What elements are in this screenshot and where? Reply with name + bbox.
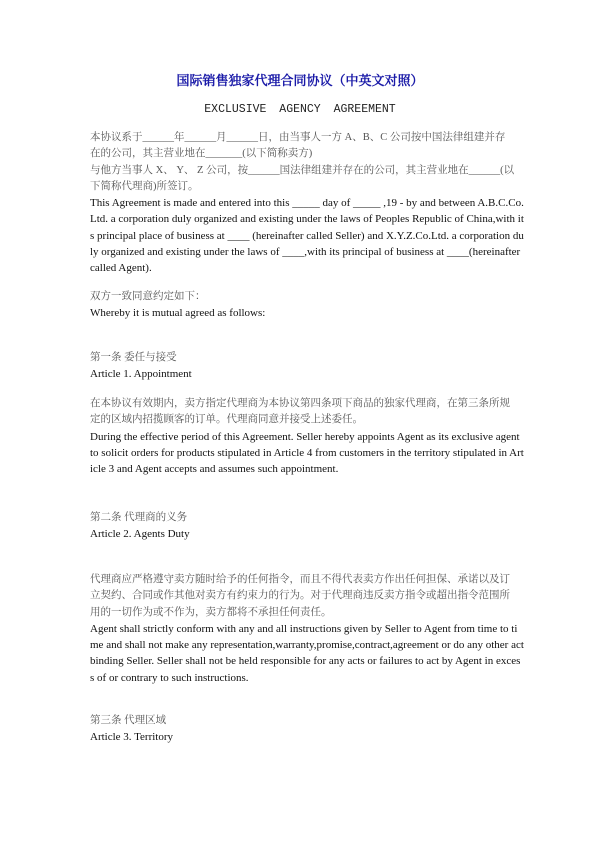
text-line: 定的区域内招揽顾客的订单。代理商同意并接受上述委任。 [90,414,363,426]
text-line: me and shall not make any representation,warranty,promise,contract,agreement or do any other act [90,639,524,652]
text-line: Whereby it is mutual agreed as follows: [90,307,266,320]
text-line: During the effective period of this Agreement. Seller hereby appoints Agent as its exclusive agent [90,430,520,443]
text-line: s of or contrary to such instructions. [90,671,249,684]
text-line: Agent shall strictly conform with any and all instructions given by Seller to Agent from time to ti [90,622,518,635]
text-line: 本协议系于______年______月______日，由当事人一方 A、B、C 公司按中国法律组建并存 [90,132,506,143]
heading-en: Article 2. Agents Duty [90,528,190,541]
heading-en: Article 1. Appointment [90,368,192,381]
text-line: 在本协议有效期内，卖方指定代理商为本协议第四条项下商品的独家代理商，在第三条所规 [90,398,510,409]
article-1-heading [90,350,520,383]
text-line: 立契约、合同或作其他对卖方有约束力的行为。对于代理商违反卖方指令或超出指令范围所 [90,590,510,602]
text-line: binding Seller. Seller shall not be held responsible for any acts or failures to act by Agent in exces [90,655,521,668]
preamble [90,130,524,277]
agreed-clause [90,289,520,322]
text-line: ly organized and existing under the laws of ____,with its principal of business at ____(hereinafter [90,246,521,259]
text-line: Ltd. a corporation duly organized and existing under the laws of Peoples Republic of China,with it [90,213,524,226]
text-line: to solicit orders for products stipulated in Article 4 from customers in the territory stipulated in Art [90,446,524,459]
text-line: 下简称代理商)所签订。 [90,180,199,192]
text-line: 在的公司，其主营业地在_______(以下简称卖方) [90,148,313,160]
article-3-heading [90,713,520,746]
document-subtitle: EXCLUSIVE AGENCY AGREEMENT [204,103,396,116]
document-title: 国际销售独家代理合同协议（中英文对照） [176,73,424,88]
heading-zh: 第三条 代理区域 [90,715,167,726]
text-line: s principal place of business at ____ (hereinafter called Seller) and X.Y.Z.Co.Ltd. a corporation du [90,229,524,242]
heading-zh: 第一条 委任与接受 [90,352,177,363]
text-line: 与他方当事人 X、 Y、 Z 公司，按______国法律组建并存在的公司，其主营业地在______(以 [90,164,515,176]
heading-zh: 第二条 代理商的义务 [90,512,188,523]
article-2-heading [90,510,520,543]
text-line: 代理商应严格遵守卖方随时给予的任何指令，而且不得代表卖方作出任何担保、承诺以及订 [90,574,510,585]
text-line: This Agreement is made and entered into this _____ day of _____ ,19 - by and between A.B.C.Co. [90,197,524,210]
text-line: icle 3 and Agent accepts and assumes such appointment. [90,463,339,476]
text-line: called Agent). [90,262,152,275]
article-1-body [90,396,524,477]
heading-en: Article 3. Territory [90,731,174,744]
text-line: 双方一致同意约定如下： [90,291,206,302]
article-2-body [90,572,524,686]
text-line: 用的一切作为或不作为，卖方都将不承担任何责任。 [90,606,332,618]
